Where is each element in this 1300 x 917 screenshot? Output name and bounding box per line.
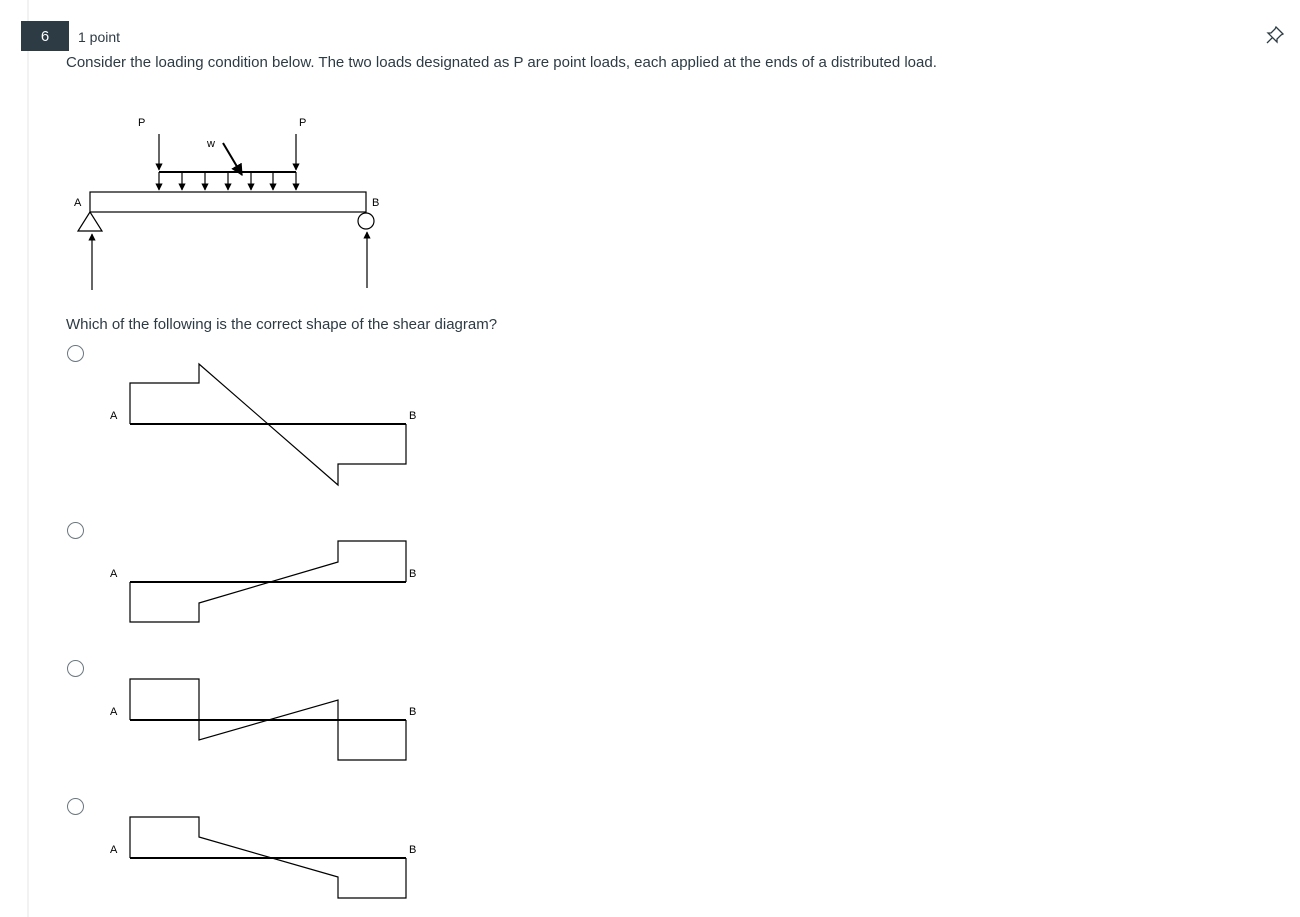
option-2-label-b: B [409, 568, 417, 580]
option-4-label-a: A [110, 844, 118, 856]
support-b-label: B [372, 197, 380, 209]
option-3-radio[interactable] [67, 660, 84, 677]
option-1-label-a: A [110, 410, 118, 422]
option-3-label-a: A [110, 706, 118, 718]
load-w-label: w [207, 138, 215, 150]
option-3-label-b: B [409, 706, 417, 718]
option-3-diagram [130, 679, 406, 760]
question-points: 1 point [78, 29, 121, 45]
option-1-label-b: B [409, 410, 417, 422]
option-1-radio[interactable] [67, 345, 84, 362]
option-4-label-b: B [409, 844, 417, 856]
option-4-radio[interactable] [67, 798, 84, 815]
question-text: Consider the loading condition below. The two loads designated as P are point loads, each applied at the ends of a distributed load. [66, 54, 937, 71]
option-4-diagram [130, 817, 406, 898]
question-number-badge [21, 21, 69, 51]
question-prompt: Which of the following is the correct shape of the shear diagram? [66, 316, 498, 333]
distributed-load-leader [223, 143, 242, 175]
option-2-label-a: A [110, 568, 118, 580]
left-rule [27, 0, 29, 917]
beam [90, 192, 366, 212]
support-a-label: A [74, 197, 82, 209]
option-2-radio[interactable] [67, 522, 84, 539]
pushpin-icon[interactable] [1265, 25, 1285, 45]
option-2-diagram [130, 541, 406, 622]
load-p-right-label: P [299, 117, 307, 129]
question-number: 6 [40, 27, 50, 45]
pin-support [78, 212, 102, 231]
roller-support [358, 213, 374, 229]
load-p-left-label: P [138, 117, 146, 129]
option-1-diagram [130, 364, 406, 485]
